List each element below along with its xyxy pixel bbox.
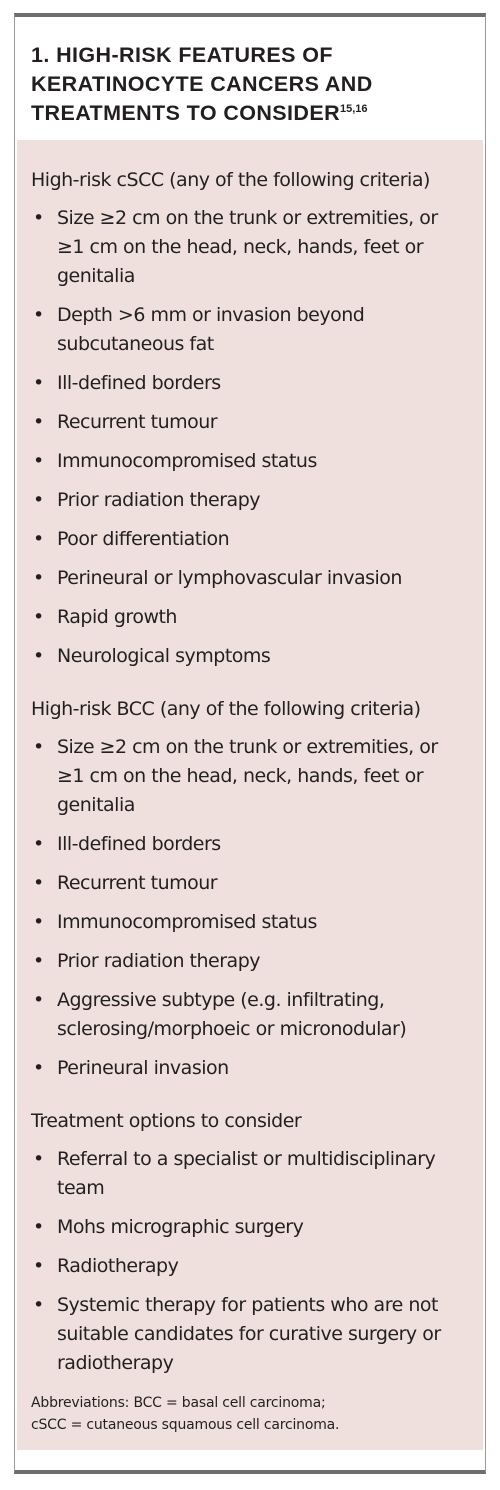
bullet-icon: • bbox=[33, 872, 44, 894]
bullet-icon: • bbox=[33, 1255, 44, 1277]
list-high-risk-bcc bbox=[31, 733, 469, 1083]
bullet-icon: • bbox=[33, 450, 44, 472]
list-item: • Systemic therapy for patients who are not suitable candidates for curative surgery or radiotherapy bbox=[31, 1291, 469, 1378]
list-item: • Ill-defined borders bbox=[31, 830, 469, 859]
list-item: • Size ≥2 cm on the trunk or extremities, or ≥1 cm on the head, neck, hands, feet or genitalia bbox=[31, 733, 469, 820]
list-item: • Immunocompromised status bbox=[31, 447, 469, 476]
list-treatment-options bbox=[31, 1145, 469, 1378]
list-item: • Poor differentiation bbox=[31, 525, 469, 554]
bullet-icon: • bbox=[33, 950, 44, 972]
list-item: • Perineural invasion bbox=[31, 1054, 469, 1083]
bullet-icon: • bbox=[33, 372, 44, 394]
list-item: • Size ≥2 cm on the trunk or extremities, or ≥1 cm on the head, neck, hands, feet or genitalia bbox=[31, 204, 469, 291]
bullet-icon: • bbox=[33, 207, 44, 229]
list-item: • Recurrent tumour bbox=[31, 869, 469, 898]
list-high-risk-cscc bbox=[31, 204, 469, 671]
list-item: • Prior radiation therapy bbox=[31, 947, 469, 976]
bullet-icon: • bbox=[33, 989, 44, 1011]
section-heading-high-risk-bcc: High-risk BCC (any of the following criteria) bbox=[31, 698, 421, 720]
feature-box bbox=[14, 13, 486, 1474]
list-item: • Neurological symptoms bbox=[31, 642, 469, 671]
list-item: • Prior radiation therapy bbox=[31, 486, 469, 515]
bullet-icon: • bbox=[33, 736, 44, 758]
bullet-icon: • bbox=[33, 1057, 44, 1079]
bullet-icon: • bbox=[33, 528, 44, 550]
abbreviations-line-2: cSCC = cutaneous squamous cell carcinoma. bbox=[31, 1417, 340, 1433]
bullet-icon: • bbox=[33, 911, 44, 933]
section-heading-high-risk-cscc: High-risk cSCC (any of the following criteria) bbox=[31, 169, 430, 191]
abbreviations-line-1: Abbreviations: BCC = basal cell carcinoma; bbox=[31, 1395, 326, 1411]
bullet-icon: • bbox=[33, 489, 44, 511]
bullet-icon: • bbox=[33, 1148, 44, 1170]
list-item: • Referral to a specialist or multidisciplinary team bbox=[31, 1145, 469, 1203]
box-title-text: 1. HIGH-RISK FEATURES OF KERATINOCYTE CANCERS AND TREATMENTS TO CONSIDER bbox=[31, 43, 373, 125]
list-item: • Recurrent tumour bbox=[31, 408, 469, 437]
bullet-icon: • bbox=[33, 1216, 44, 1238]
list-item: • Aggressive subtype (e.g. infiltrating, sclerosing/morphoeic or micronodular) bbox=[31, 986, 469, 1044]
bullet-icon: • bbox=[33, 606, 44, 628]
bullet-icon: • bbox=[33, 411, 44, 433]
content-panel bbox=[17, 140, 483, 1450]
bullet-icon: • bbox=[33, 304, 44, 326]
list-item: • Perineural or lymphovascular invasion bbox=[31, 564, 469, 593]
list-item: • Rapid growth bbox=[31, 603, 469, 632]
bullet-icon: • bbox=[33, 567, 44, 589]
bullet-icon: • bbox=[33, 833, 44, 855]
list-item: • Immunocompromised status bbox=[31, 908, 469, 937]
box-title-references: 15,16 bbox=[340, 102, 368, 115]
bullet-icon: • bbox=[33, 1294, 44, 1316]
list-item: • Radiotherapy bbox=[31, 1252, 469, 1281]
box-title bbox=[15, 17, 485, 135]
section-heading-treatment-options: Treatment options to consider bbox=[31, 1110, 302, 1132]
list-item: • Depth >6 mm or invasion beyond subcutaneous fat bbox=[31, 301, 469, 359]
bullet-icon: • bbox=[33, 645, 44, 667]
list-item: • Ill-defined borders bbox=[31, 369, 469, 398]
abbreviations-note bbox=[31, 1392, 469, 1436]
list-item: • Mohs micrographic surgery bbox=[31, 1213, 469, 1242]
